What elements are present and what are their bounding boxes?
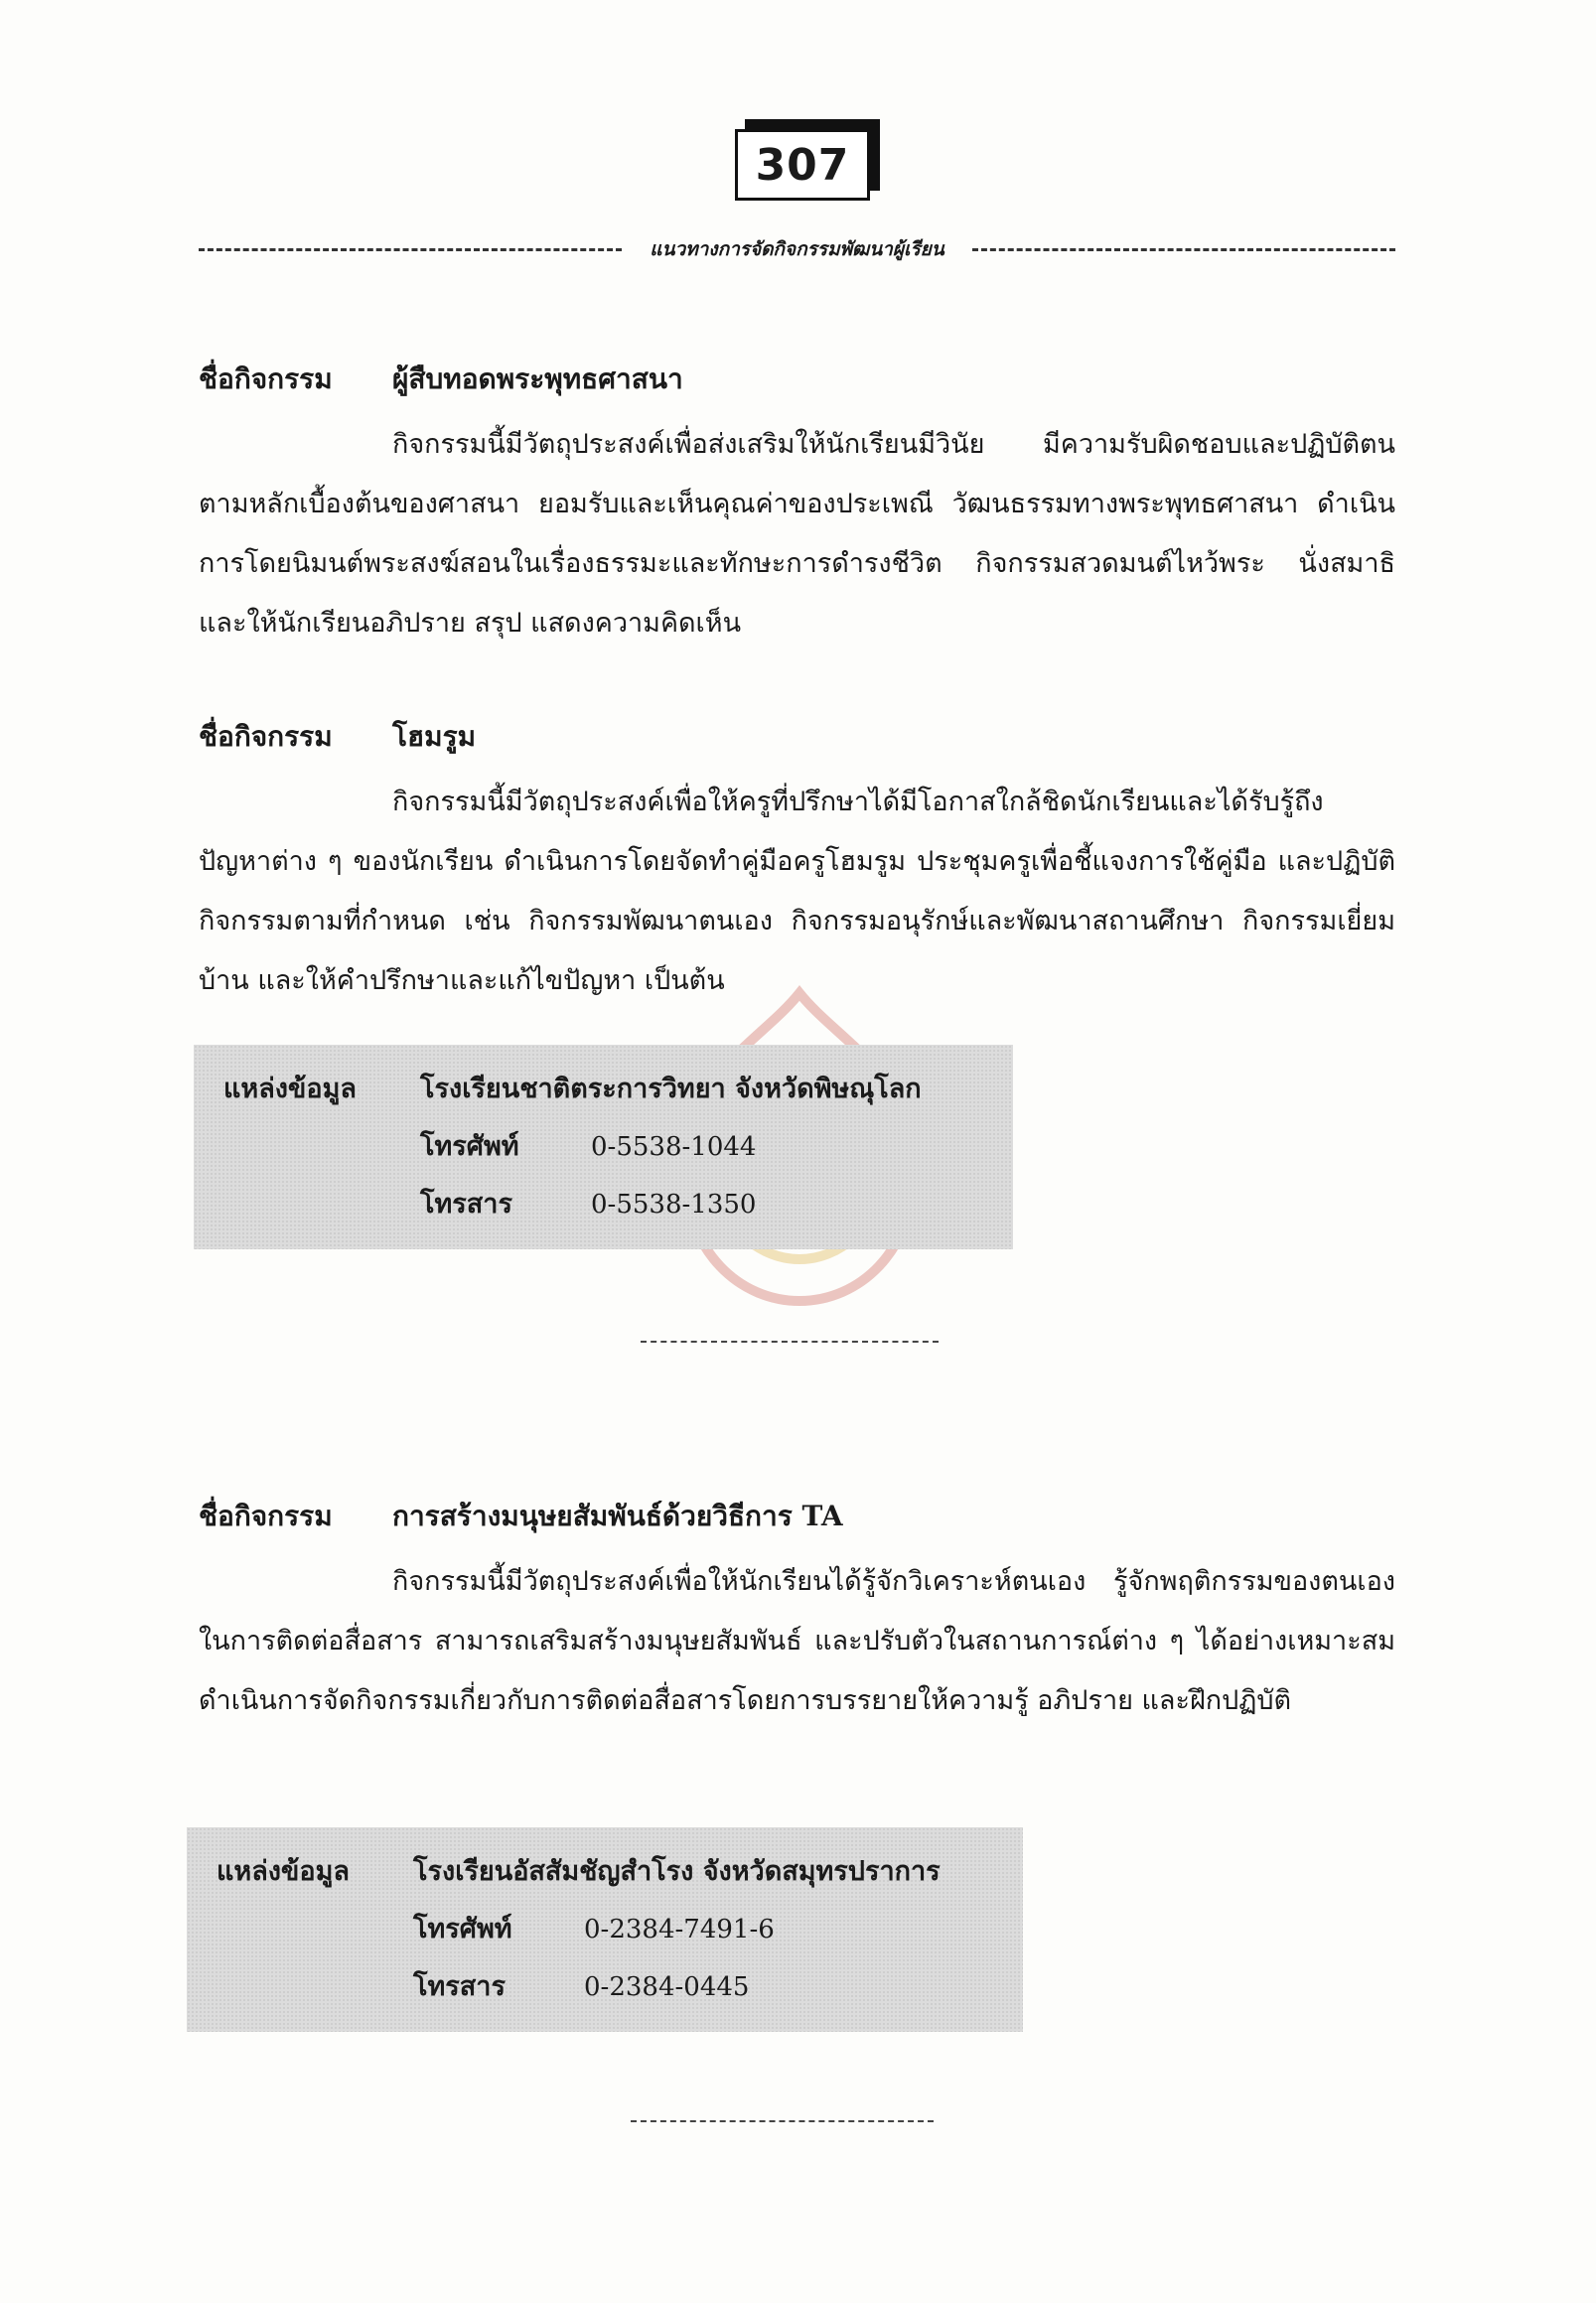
fax-label: โทรสาร [413, 1971, 506, 2002]
activity-description: กิจกรรมนี้มีวัตถุประสงค์เพื่อส่งเสริมให้นักเรียนมีวินัย มีความรับผิดชอบและปฏิบัติตนตามหลักเบื้องต้นของศาสนา ยอมรับและเห็นคุณค่าของประเพณี วัฒนธรรมทางพระพุทธศาสนา ดำเนินการโดยนิมนต์พระสงฆ์สอนในเรื่องธรรมะและทักษะการดำรงชีวิต กิจกรรมสวดมนต์ไหว้พระ นั่งสมาธิ และให้นักเรียนอภิปราย สรุป แสดงความคิดเห็น [199, 429, 1395, 639]
activity-name: การสร้างมนุษยสัมพันธ์ด้วยวิธีการ TA [392, 1500, 843, 1532]
source-row-school [223, 1067, 983, 1124]
activity-description: กิจกรรมนี้มีวัตถุประสงค์เพื่อให้ครูที่ปรึกษาได้มีโอกาสใกล้ชิดนักเรียนและได้รับรู้ถึงปัญหาต่าง ๆ ของนักเรียน ดำเนินการโดยจัดทำคู่มือครูโฮมรูม ประชุมครูเพื่อชี้แจงการใช้คู่มือ และปฏิบัติกิจกรรมตามที่กำหนด เช่น กิจกรรมพัฒนาตนเอง กิจกรรมอนุรักษ์และพัฒนาสถานศึกษา กิจกรรมเยี่ยมบ้าน และให้คำปรึกษาและแก้ไขปัญหา เป็นต้น [199, 787, 1395, 996]
header-dash-right [972, 248, 1395, 251]
phone-label: โทรศัพท์ [413, 1914, 512, 1944]
page-number: 307 [735, 129, 870, 201]
running-header [199, 234, 1395, 264]
activity-heading [199, 1495, 1395, 1538]
activity-heading [199, 715, 1395, 759]
section-end-divider-1 [641, 1341, 939, 1343]
source-row-phone [217, 1907, 993, 1964]
source-school: โรงเรียนชาติตระการวิทยา จังหวัดพิษณุโลก [420, 1074, 922, 1104]
fax-label: โทรสาร [420, 1189, 512, 1220]
header-title: แนวทางการจัดกิจกรรมพัฒนาผู้เรียน [650, 238, 944, 260]
source-school: โรงเรียนอัสสัมชัญสำโรง จังหวัดสมุทรปราการ [413, 1856, 941, 1887]
source-box-1 [194, 1045, 1013, 1249]
activity-3 [199, 1495, 1395, 1731]
activity-name: โฮมรูม [392, 720, 477, 753]
source-label: แหล่งข้อมูล [217, 1856, 350, 1887]
source-row-school [217, 1849, 993, 1907]
activity-label: ชื่อกิจกรรม [199, 362, 333, 395]
header-dash-left [199, 248, 622, 251]
activity-heading [199, 358, 1395, 401]
fax-value: 0-5538-1350 [591, 1190, 757, 1220]
section-end-divider-2 [631, 2120, 934, 2122]
fax-value: 0-2384-0445 [584, 1972, 750, 2002]
source-row-fax [217, 1964, 993, 2022]
activity-name: ผู้สืบทอดพระพุทธศาสนา [392, 362, 683, 395]
activity-label: ชื่อกิจกรรม [199, 720, 333, 753]
source-box-2 [187, 1827, 1023, 2032]
source-row-phone [223, 1124, 983, 1182]
source-row-fax [223, 1182, 983, 1239]
phone-value: 0-5538-1044 [591, 1132, 757, 1162]
phone-label: โทรศัพท์ [420, 1131, 519, 1162]
activity-label: ชื่อกิจกรรม [199, 1500, 333, 1532]
activity-1 [199, 358, 1395, 653]
phone-value: 0-2384-7491-6 [584, 1915, 775, 1944]
activity-2 [199, 715, 1395, 1011]
activity-description: กิจกรรมนี้มีวัตถุประสงค์เพื่อให้นักเรียนได้รู้จักวิเคราะห์ตนเอง รู้จักพฤติกรรมของตนเองในการติดต่อสื่อสาร สามารถเสริมสร้างมนุษยสัมพันธ์ และปรับตัวในสถานการณ์ต่าง ๆ ได้อย่างเหมาะสม ดำเนินการจัดกิจกรรมเกี่ยวกับการติดต่อสื่อสารโดยการบรรยายให้ความรู้ อภิปราย และฝึกปฏิบัติ [199, 1566, 1395, 1716]
source-label: แหล่งข้อมูล [223, 1074, 357, 1104]
